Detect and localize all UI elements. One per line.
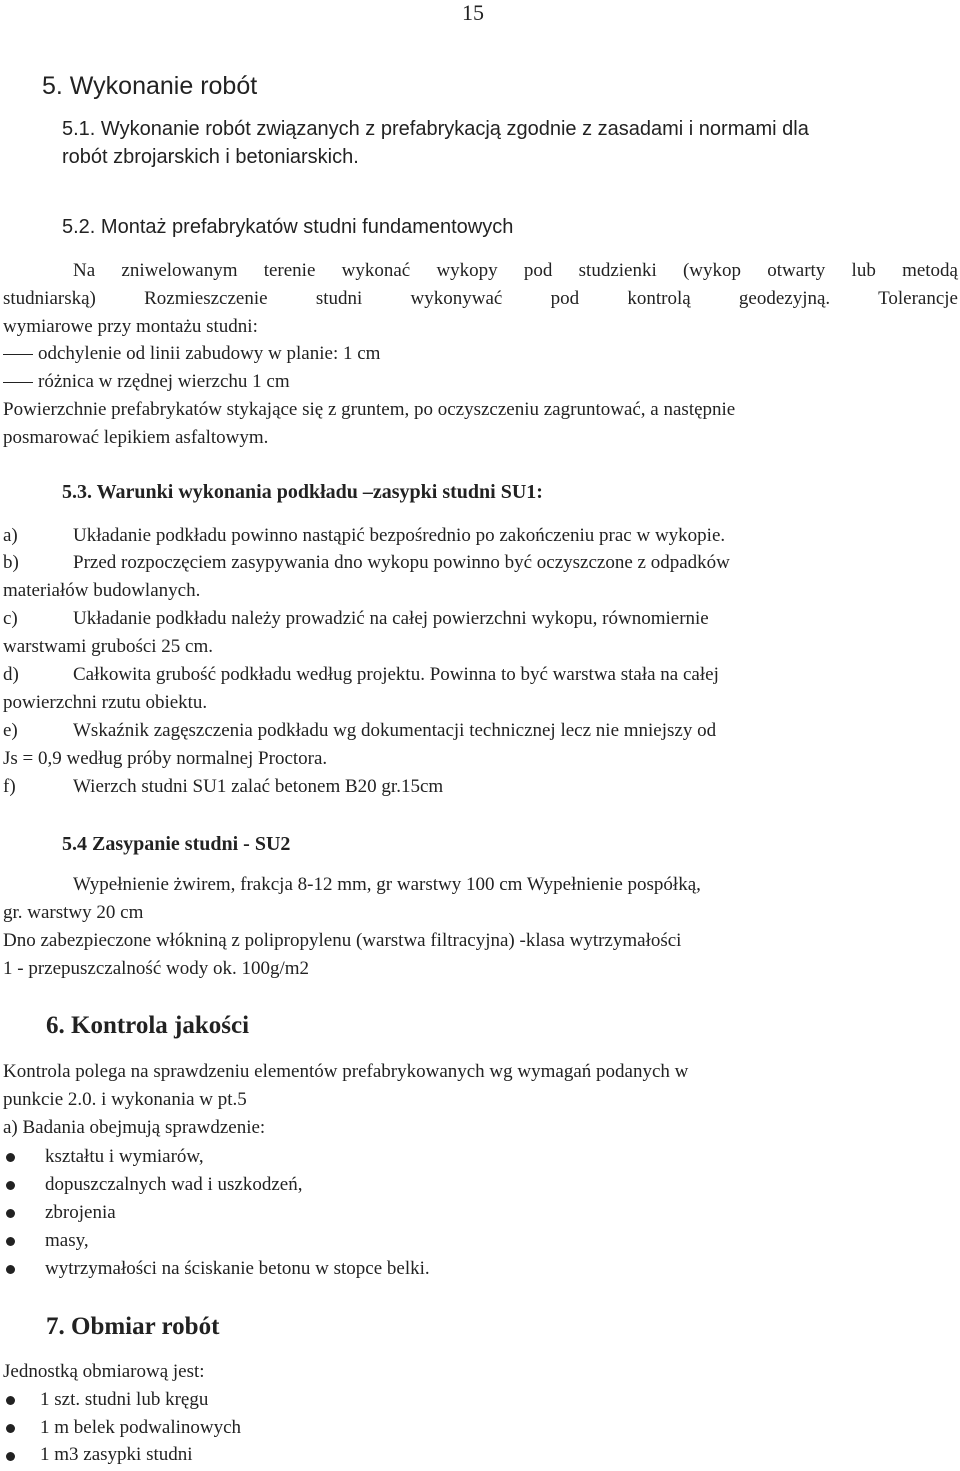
list-label: d) bbox=[3, 664, 19, 685]
paragraph-line: posmarować lepikiem asfaltowym. bbox=[3, 427, 269, 448]
paragraph-line: Wypełnienie żwirem, frakcja 8-12 mm, gr warstwy 100 cm Wypełnienie pospółką, bbox=[73, 874, 701, 895]
paragraph-line: materiałów budowlanych. bbox=[3, 580, 201, 601]
section-5-1-title-line1: 5.1. Wykonanie robót związanych z prefabrykacją zgodnie z zasadami i normami dla bbox=[62, 118, 809, 140]
paragraph-line: a) Badania obejmują sprawdzenie: bbox=[3, 1117, 266, 1138]
list-text: Układanie podkładu należy prowadzić na całej powierzchni wykopu, równomiernie bbox=[73, 608, 709, 629]
page-number: 15 bbox=[462, 0, 484, 25]
dash-marker bbox=[3, 354, 33, 355]
list-item-e bbox=[3, 717, 958, 745]
bullet-marker bbox=[6, 1452, 15, 1461]
section-6-title: 6. Kontrola jakości bbox=[46, 1012, 250, 1039]
paragraph-line: studniarską) Rozmieszczenie studni wykonywać pod kontrolą geodezyjną. Tolerancje bbox=[3, 288, 958, 309]
paragraph-line: 1 - przepuszczalność wody ok. 100g/m2 bbox=[3, 958, 310, 979]
list-text: Całkowita grubość podkładu według projektu. Powinna to być warstwa stała na całej bbox=[73, 664, 719, 685]
bullet-item: 1 szt. studni lub kręgu bbox=[40, 1389, 209, 1410]
bullet-item: dopuszczalnych wad i uszkodzeń, bbox=[45, 1174, 303, 1195]
list-text: Przed rozpoczęciem zasypywania dno wykopu powinno być oczyszczone z odpadków bbox=[73, 552, 730, 573]
dash-marker bbox=[3, 382, 33, 383]
bullet-marker bbox=[6, 1396, 15, 1405]
paragraph-line: Na zniwelowanym terenie wykonać wykopy pod studzienki (wykop otwarty lub metodą bbox=[73, 260, 958, 281]
list-label: e) bbox=[3, 720, 18, 741]
paragraph-line: Dno zabezpieczone włókniną z polipropylenu (warstwa filtracyjna) -klasa wytrzymałości bbox=[3, 930, 682, 951]
list-label: c) bbox=[3, 608, 18, 629]
bullet-item: zbrojenia bbox=[45, 1202, 116, 1223]
paragraph-line: Powierzchnie prefabrykatów stykające się z gruntem, po oczyszczeniu zagruntować, a następnie bbox=[3, 399, 736, 420]
section-5-1-title-line2: robót zbrojarskich i betoniarskich. bbox=[62, 146, 359, 168]
bullet-item: kształtu i wymiarów, bbox=[45, 1146, 204, 1167]
section-5-4-title bbox=[62, 833, 290, 856]
list-item: różnica w rzędnej wierzchu 1 cm bbox=[38, 371, 290, 392]
list-item: odchylenie od linii zabudowy w planie: 1 cm bbox=[38, 343, 381, 364]
list-label: a) bbox=[3, 525, 18, 546]
paragraph-line: warstwami grubości 25 cm. bbox=[3, 636, 214, 657]
bullet-item: wytrzymałości na ściskanie betonu w stopce belki. bbox=[45, 1258, 430, 1279]
list-text: Wskaźnik zagęszczenia podkładu wg dokumentacji technicznej lecz nie mniejszy od bbox=[73, 720, 717, 741]
list-item-d bbox=[3, 661, 958, 689]
paragraph-line: powierzchni rzutu obiektu. bbox=[3, 692, 208, 713]
bullet-marker bbox=[6, 1181, 15, 1190]
list-text: Układanie podkładu powinno nastąpić bezpośrednio po zakończeniu prac w wykopie. bbox=[73, 525, 726, 546]
paragraph-line: punkcie 2.0. i wykonania w pt.5 bbox=[3, 1089, 247, 1110]
list-label: b) bbox=[3, 552, 19, 573]
bullet-marker bbox=[6, 1424, 15, 1433]
bullet-item: 1 m3 zasypki studni bbox=[40, 1444, 193, 1465]
list-label: f) bbox=[3, 776, 16, 797]
list-item-c bbox=[3, 605, 958, 633]
bullet-marker bbox=[6, 1265, 15, 1274]
list-item-f bbox=[3, 773, 958, 801]
list-text: Wierzch studni SU1 zalać betonem B20 gr.15cm bbox=[73, 776, 444, 797]
paragraph-line: Js = 0,9 według próby normalnej Proctora. bbox=[3, 748, 328, 769]
section-5-4-title-text: 5.4 Zasypanie studni - SU2 bbox=[62, 833, 291, 855]
paragraph-line: gr. warstwy 20 cm bbox=[3, 902, 144, 923]
paragraph-line: wymiarowe przy montażu studni: bbox=[3, 316, 258, 337]
bullet-marker bbox=[6, 1209, 15, 1218]
section-7-title: 7. Obmiar robót bbox=[46, 1313, 220, 1340]
bullet-item: 1 m belek podwalinowych bbox=[40, 1417, 242, 1438]
bullet-marker bbox=[6, 1153, 15, 1162]
bullet-marker bbox=[6, 1237, 15, 1246]
section-5-3-title: 5.3. Warunki wykonania podkładu –zasypki studni SU1: bbox=[62, 481, 543, 503]
list-item-a bbox=[3, 522, 958, 550]
section-5-2-title: 5.2. Montaż prefabrykatów studni fundamentowych bbox=[62, 216, 514, 238]
paragraph-line: Jednostką obmiarową jest: bbox=[3, 1361, 205, 1382]
list-item-b bbox=[3, 549, 958, 577]
bullet-item: masy, bbox=[45, 1230, 89, 1251]
paragraph-line: Kontrola polega na sprawdzeniu elementów prefabrykowanych wg wymagań podanych w bbox=[3, 1061, 689, 1082]
section-5-title: 5. Wykonanie robót bbox=[42, 72, 258, 100]
